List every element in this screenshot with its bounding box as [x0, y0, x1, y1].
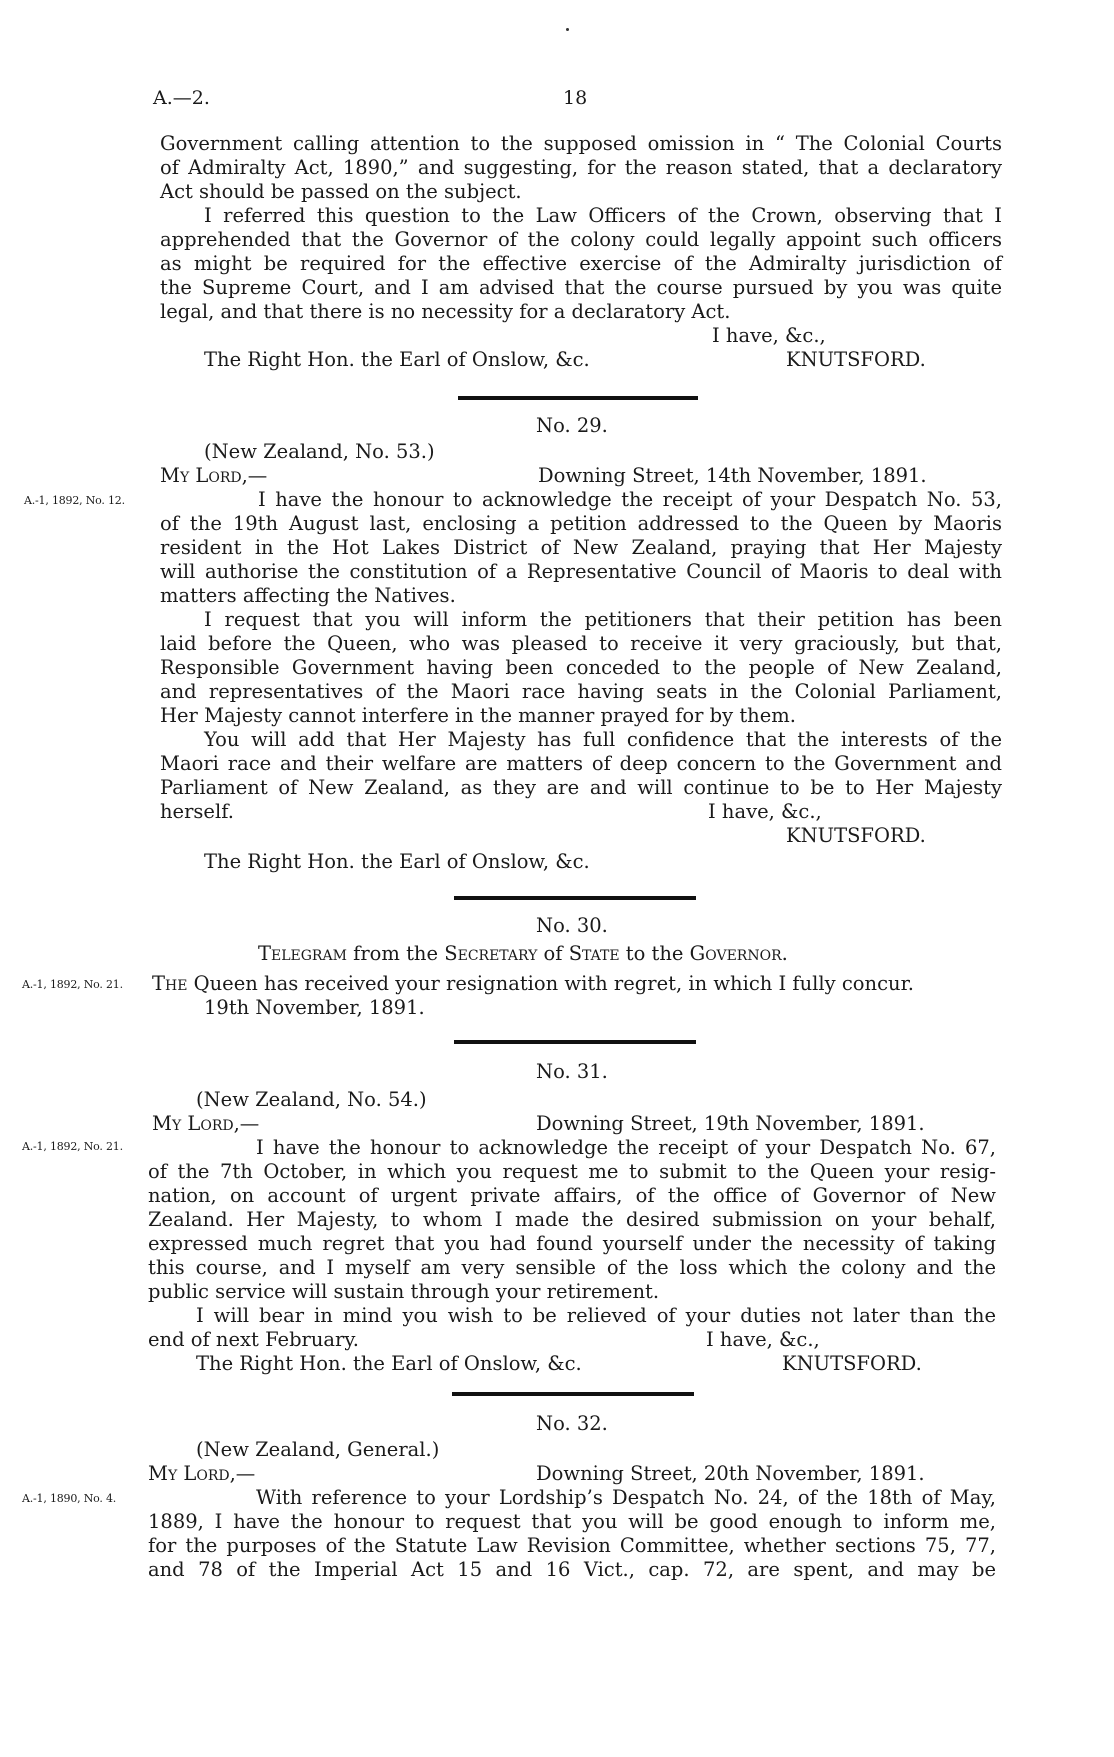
body-line: the Supreme Court, and I am advised that the course pursued by you was quite [160, 276, 1002, 299]
body-line: Government calling attention to the supposed omission in “ The Colonial Courts [160, 132, 1002, 155]
telegram-text: Queen has received your resignation with regret, in which I fully concur. [193, 972, 914, 995]
signature: KNUTSFORD. [786, 348, 926, 371]
body-line: and representatives of the Maori race having seats in the Colonial Parliament, [160, 680, 1002, 703]
body-line: Parliament of New Zealand, as they are and will continue to be to Her Majesty [160, 776, 1002, 799]
body-line: herself. [160, 800, 234, 823]
heading-governor: Governor. [689, 942, 788, 965]
section-rule [454, 1040, 696, 1044]
first-word: The [152, 972, 188, 995]
section-rule [454, 896, 696, 900]
salutation: My Lord,— [148, 1462, 256, 1485]
body-line: You will add that Her Majesty has full confidence that the interests of the [204, 728, 1002, 751]
body-line: Maori race and their welfare are matters of deep concern to the Government and [160, 752, 1002, 775]
heading-secretary: Secretary [444, 942, 538, 965]
body-line: 1889, I have the honour to request that you will be good enough to inform me, [148, 1510, 996, 1533]
telegram-body [152, 972, 914, 996]
section-rule [452, 1392, 694, 1396]
stray-dot [566, 28, 569, 31]
body-line: end of next February. [148, 1328, 360, 1351]
body-line: as might be required for the effective exercise of the Admiralty jurisdiction of [160, 252, 1002, 275]
body-line: of the 19th August last, enclosing a petition addressed to the Queen by Maoris [160, 512, 1002, 535]
section-number: No. 30. [536, 914, 608, 937]
body-line: nation, on account of urgent private affairs, of the office of Governor of New [148, 1184, 996, 1207]
body-line: Responsible Government having been conceded to the people of New Zealand, [160, 656, 1002, 679]
margin-note: A.-1, 1892, No. 21. [22, 1140, 123, 1153]
addressee: The Right Hon. the Earl of Onslow, &c. [204, 348, 590, 371]
body-line: I will bear in mind you wish to be relieved of your duties not later than the [196, 1304, 996, 1327]
body-line: of Admiralty Act, 1890,” and suggesting, for the reason stated, that a declaratory [160, 156, 1002, 179]
body-line: resident in the Hot Lakes District of New Zealand, praying that Her Majesty [160, 536, 1002, 559]
addressee: The Right Hon. the Earl of Onslow, &c. [204, 850, 590, 873]
place-date: Downing Street, 20th November, 1891. [536, 1462, 925, 1485]
margin-note: A.-1, 1892, No. 21. [22, 978, 123, 991]
body-line: Act should be passed on the subject. [160, 180, 522, 203]
body-line: I have the honour to acknowledge the receipt of your Despatch No. 53, [258, 488, 1002, 511]
body-line: will authorise the constitution of a Representative Council of Maoris to deal with [160, 560, 1002, 583]
section-number: No. 31. [536, 1060, 608, 1083]
closing: I have, &c., [706, 1328, 820, 1351]
body-line: expressed much regret that you had found yourself under the necessity of taking [148, 1232, 996, 1255]
heading-text: from the [353, 942, 439, 965]
body-line: I have the honour to acknowledge the receipt of your Despatch No. 67, [256, 1136, 996, 1159]
body-line: legal, and that there is no necessity for a declaratory Act. [160, 300, 731, 323]
body-line: for the purposes of the Statute Law Revision Committee, whether sections 75, 77, [148, 1534, 996, 1557]
body-line: With reference to your Lordship’s Despatch No. 24, of the 18th of May, [256, 1486, 996, 1509]
body-line: matters affecting the Natives. [160, 584, 456, 607]
margin-note: A.-1, 1892, No. 12. [24, 494, 125, 507]
telegram-heading [258, 942, 788, 966]
salutation: My Lord,— [160, 464, 268, 487]
signature: KNUTSFORD. [786, 824, 926, 847]
despatch-reference: (New Zealand, General.) [196, 1438, 440, 1461]
signature: KNUTSFORD. [782, 1352, 922, 1375]
place-date: Downing Street, 14th November, 1891. [538, 464, 927, 487]
margin-note: A.-1, 1890, No. 4. [22, 1492, 117, 1505]
body-line: laid before the Queen, who was pleased to receive it very graciously, but that, [160, 632, 1002, 655]
section-number: No. 29. [536, 414, 608, 437]
body-line: Her Majesty cannot interfere in the manner prayed for by them. [160, 704, 796, 727]
despatch-reference: (New Zealand, No. 53.) [204, 440, 435, 463]
heading-state: State [568, 942, 620, 965]
body-line: public service will sustain through your retirement. [148, 1280, 660, 1303]
salutation: My Lord,— [152, 1112, 260, 1135]
heading-text: to the [625, 942, 684, 965]
despatch-reference: (New Zealand, No. 54.) [196, 1088, 427, 1111]
closing: I have, &c., [708, 800, 822, 823]
body-line: I request that you will inform the petitioners that their petition has been [204, 608, 1002, 631]
series-code: A.—2. [153, 87, 210, 109]
body-line: I referred this question to the Law Officers of the Crown, observing that I [204, 204, 1002, 227]
body-line: apprehended that the Governor of the colony could legally appoint such officers [160, 228, 1002, 251]
heading-text: of [543, 942, 563, 965]
page-number: 18 [563, 87, 588, 109]
body-line: and 78 of the Imperial Act 15 and 16 Vict., cap. 72, are spent, and may be [148, 1558, 996, 1581]
body-line: Zealand. Her Majesty, to whom I made the desired submission on your behalf, [148, 1208, 996, 1231]
section-rule [458, 396, 698, 400]
place-date: Downing Street, 19th November, 1891. [536, 1112, 925, 1135]
closing: I have, &c., [712, 324, 826, 347]
telegram-date: 19th November, 1891. [204, 996, 425, 1019]
body-line: of the 7th October, in which you request me to submit to the Queen your resig- [148, 1160, 996, 1183]
addressee: The Right Hon. the Earl of Onslow, &c. [196, 1352, 582, 1375]
heading-telegram: Telegram [258, 942, 347, 965]
body-line: this course, and I myself am very sensible of the loss which the colony and the [148, 1256, 996, 1279]
section-number: No. 32. [536, 1412, 608, 1435]
